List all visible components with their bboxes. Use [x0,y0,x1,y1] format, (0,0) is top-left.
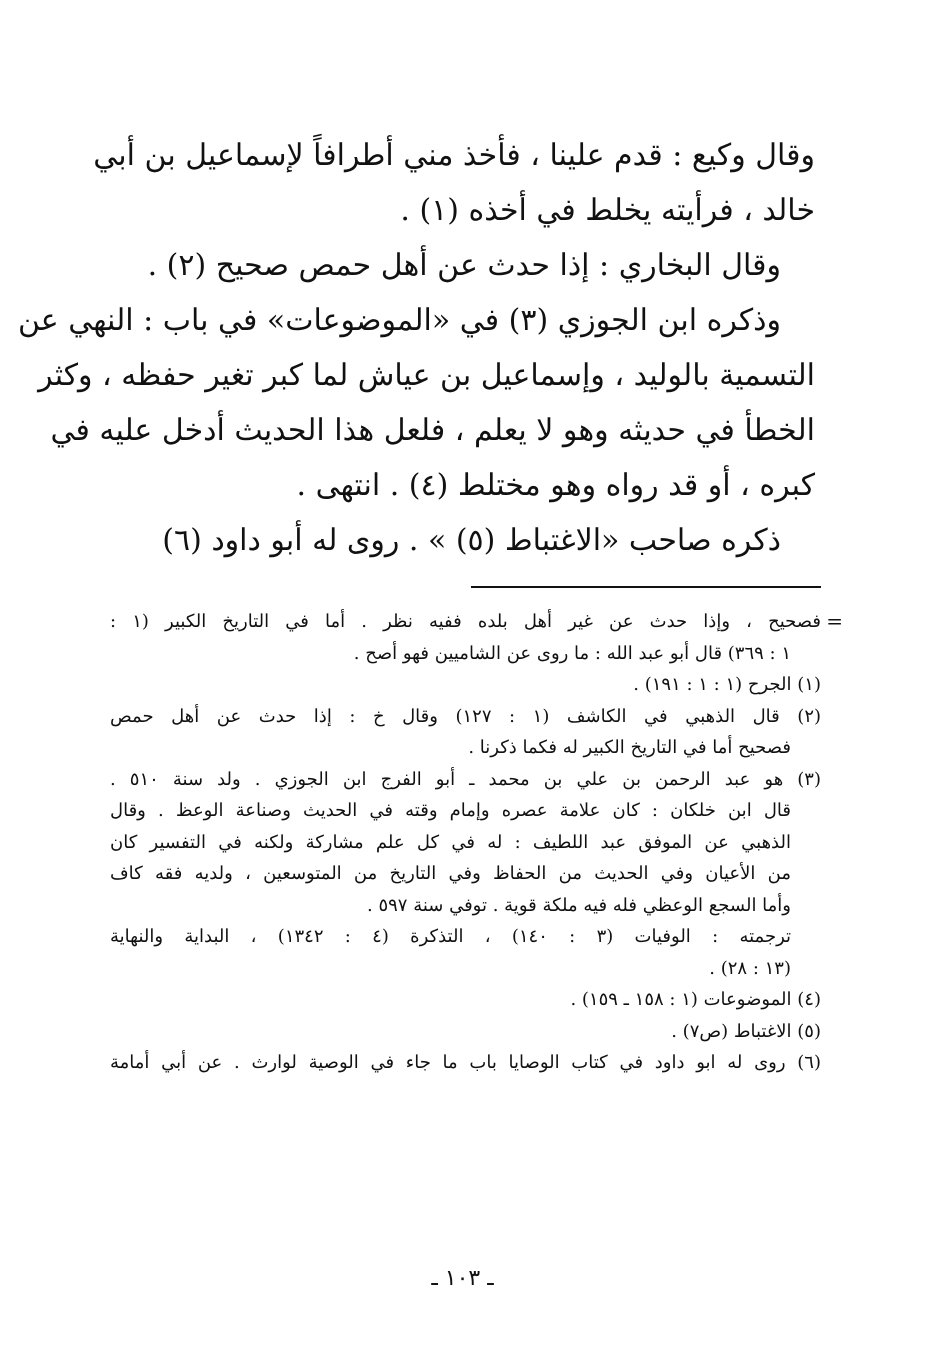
footnote-line: الذهبي عن الموفق عبد اللطيف : له في كل علم مشاركة ولكنه في التفسير كان [110,831,791,853]
main-text-line: وقال البخاري : إذا حدث عن أهل حمص صحيح (٢) . [147,248,781,283]
footnote-line: وأما السجع الوعظي فله فيه ملكة قوية . توفي سنة ٥٩٧ . [367,894,791,916]
main-text-line: التسمية بالوليد ، وإسماعيل بن عياش لما كبر تغير حفظه ، وكثر [38,358,815,393]
main-text-line: الخطأ في حديثه وهو لا يعلم ، فلعل هذا الحديث أدخل عليه في [50,413,815,448]
page-number: ـ ١٠٣ ـ [431,1266,494,1291]
main-text-line: خالد ، فرأيته يخلط في أخذه (١) . [400,193,815,228]
footnote-line: (١) الجرح (١ : ١ : ١٩١) . [633,674,821,695]
footnote-line: (٦) روى له ابو داود في كتاب الوصايا باب ما جاء في الوصية لوارث . عن أبي أمامة [110,1052,821,1073]
footnote-line: ١ : ٣٦٩) قال أبو عبد الله : ما روى عن الشاميين فهو أصح . [353,642,791,664]
footnote-line: (٣) هو عبد الرحمن بن علي بن محمد ـ أبو الفرج ابن الجوزي . ولد سنة ٥١٠ . [110,768,821,790]
main-text-line: ذكره صاحب «الاغتباط (٥) » . روى له أبو داود (٦) [162,523,781,558]
footnote-line: فصحيح ، وإذا حدث عن غير أهل بلده ففيه نظر . أما في التاريخ الكبير (١ : [110,611,821,632]
main-text [17,128,815,568]
continuation-mark: = [826,609,843,633]
footnote-line: فصحيح أما في التاريخ الكبير له فكما ذكرنا . [468,737,791,758]
main-text-line: كبره ، أو قد رواه وهو مختلط (٤) . انتهى . [296,468,815,503]
footnote-line: (١٣ : ٢٨) . [709,957,791,979]
footnote-line: ترجمته : الوفيات (٣ : ١٤٠) ، التذكرة (٤ : ١٣٤٢) ، البداية والنهاية [110,926,792,947]
footnote-line: (٤) الموضوعات (١ : ١٥٨ ـ ١٥٩) . [570,989,821,1010]
footnotes [110,606,843,1079]
main-text-line: وذكره ابن الجوزي (٣) في «الموضوعات» في باب : النهي عن [17,303,781,338]
main-text-line: وقال وكيع : قدم علينا ، فأخذ مني أطرافاً لإسماعيل بن أبي [93,138,815,173]
footnote-divider [471,586,821,588]
footnote-line: قال ابن خلكان : كان علامة عصره وإمام وقته في الحديث وصناعة الوعظ . وقال [110,800,791,821]
footnote-line: من الأعيان وفي الحديث من الحفاظ وفي التاريخ من المتوسعين ، ولديه فقه كاف [110,863,791,884]
footnote-line: (٢) قال الذهبي في الكاشف (١ : ١٢٧) وقال خ : إذا حدث عن أهل حمص [110,705,822,727]
footnote-line: (٥) الاغتباط (ص٧) . [671,1020,821,1042]
